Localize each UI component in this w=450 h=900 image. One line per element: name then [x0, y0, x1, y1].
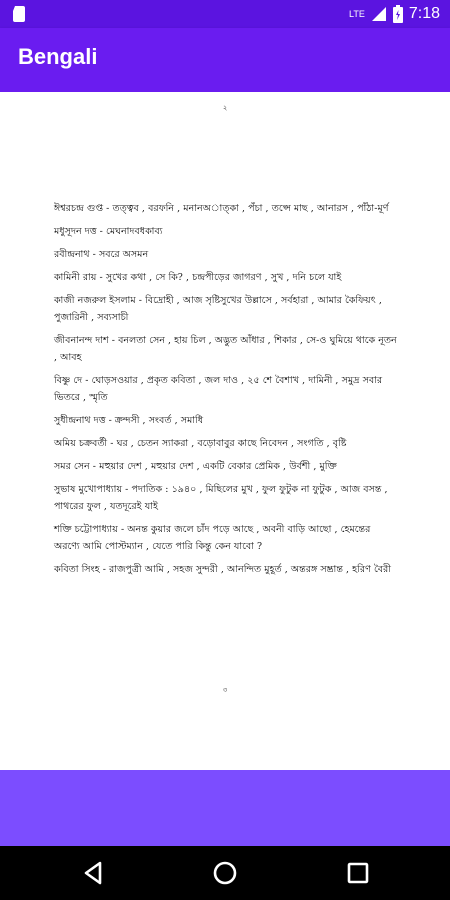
poet-entry: সমর সেন - মহুয়ার দেশ , মহুয়ার দেশ , একটি বেকার প্রেমিক , উর্বশী , মুক্তি — [54, 461, 337, 472]
app-bar — [0, 28, 450, 92]
poet-entry: কামিনী রায় - সুখের কথা , সে কি? , চন্দ্রপীড়ের জাগরণ , সুখ , দনি চলে যাই — [54, 272, 342, 283]
document-view[interactable] — [0, 92, 450, 770]
back-icon[interactable] — [79, 858, 109, 888]
poet-entry: সুভাষ মুখোপাধ্যায় - পদাতিক : ১৯৪০ , মিছিলের মুখ , ফুল ফুটুক না ফুটুক , আজ বসন্ত , পাথরের ফুল , যতদূরেই যাই — [54, 484, 388, 512]
clock: 7:18 — [408, 5, 440, 22]
signal-icon — [371, 6, 387, 22]
page-number-top: ২ — [222, 104, 228, 112]
app-title: Bengali — [18, 44, 98, 69]
home-icon[interactable] — [210, 858, 240, 888]
page-number-bottom: ৩ — [222, 686, 228, 694]
poet-entry: কবিতা সিংহ - রাজপুত্রী আমি , সহজ সুন্দরী , আনন্দিত মুহূর্ত , অন্তরঙ্গ সম্ভ্রান্ত , হরিণ বৈরী — [54, 564, 391, 575]
poet-entry: কাজী নজরুল ইসলাম - বিদ্রোহী , আজ সৃষ্টিসুখের উল্লাসে , সর্বহারা , আমার কৈফিয়ৎ , পুজারিনী , সব্যসাচী — [54, 295, 382, 323]
poet-entry: ঈশ্বরচন্দ্র গুপ্ত - তত্ত্বব , বরফনি , মনানঅাত্কা , পঁচা , তপ্সে মাছ , আনারস , পাঁঠা-মূর্ণ — [54, 203, 389, 214]
navigation-bar — [0, 846, 450, 900]
sim-card-icon — [12, 6, 26, 22]
status-right — [349, 4, 440, 24]
battery-icon — [393, 5, 403, 23]
recents-icon[interactable] — [343, 858, 373, 888]
poet-entry: বিষ্ণু দে - ঘোড়সওয়ার , প্রকৃত কবিতা , জল দাও , ২৫ শে বৈশাখ , দামিনী , সমুদ্র সবার ভিতরে , স্মৃতি — [54, 375, 383, 403]
network-type: LTE — [349, 9, 365, 19]
poet-entry: রবীন্দ্রনাথ - সবরে অসমন — [54, 249, 149, 260]
poet-entry: জীবনানন্দ দাশ - বনলতা সেন , হায় চিল , অদ্ভুত আঁধার , শিকার , সে-ও ঘুমিয়ে থাকে নূতন , আবহ — [54, 335, 397, 363]
poet-entry: সুধীন্দ্রনাথ দত্ত - ক্রন্দসী , সংবর্ত , সমাধি — [54, 415, 204, 426]
poet-entry: মধুসূদন দত্ত - মেঘনাদবধকাব্য — [54, 226, 163, 237]
bottom-banner-area — [0, 770, 450, 846]
poet-entry: অমিয় চক্রবর্তী - ঘর , চেতন স্যাকরা , বড়োবাবুর কাছে নিবেদন , সংগতি , বৃষ্টি — [54, 438, 347, 449]
poet-list — [54, 200, 399, 584]
poet-entry: শক্তি চট্টোপাধ্যায় - অনন্ত কুয়ার জলে চাঁদ পড়ে আছে , অবনী বাড়ি আছো , হেমন্তের অরণ্যে আমি পোস্টম্যান , যেতে পারি কিন্তু কেন যাবো ? — [54, 524, 371, 552]
status-bar — [0, 0, 450, 28]
